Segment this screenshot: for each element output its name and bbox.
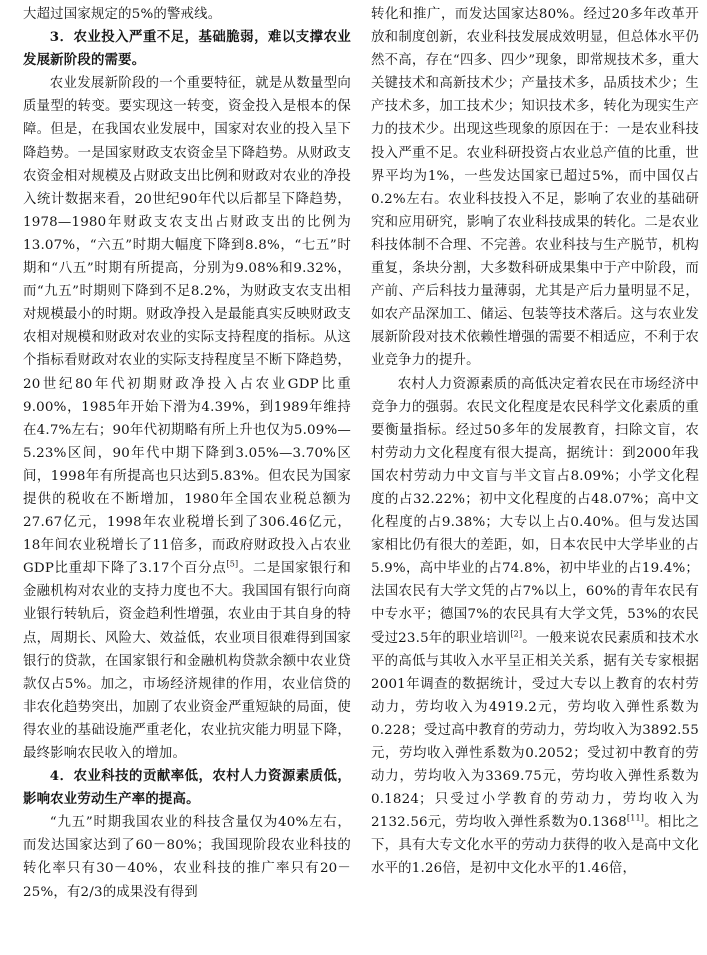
paragraph-continuation: 大超过国家规定的5%的警戒线。 xyxy=(23,7,222,22)
paragraph-text: 。二是国家银行和金融机构对农业的支持力度也不大。我国国有银行向商业银行转轨后，资金趋利性增强，农业由于其自身的特点，周期长、风险大、效益低，农业项目很难得到国家银行的贷款，在国家银行和金融机构贷款余额中农业贷款仅占5%。加之，市场经济规律的作用，农业信贷的非农化趋势突出，加剧了农业资金严重短缺的局面，使得农业的基础设施严重老化，农业抗灾能力明显下降，最终影响农民收入的增加。 xyxy=(23,561,351,761)
paragraph-text: 农村人力资源素质的高低决定着农民在市场经济中竞争力的强弱。农民文化程度是农民科学文化素质的重要衡量指标。经过50多年的发展教育，扫除文盲，农村劳动力文化程度有很大提高，据统计：到2000年我国农村劳动力中文盲与半文盲占8.09%；小学文化程度的占32.22%；初中文化程度的占48.07%；高中文化程度的占9.38%；大专以上占0.40%。但与发达国家相比仍有很大的差距，如，日本农民中大学毕业的占5.9%，高中毕业的占74.8%，初中毕业的占19.4%；法国农民有大学文凭的占7%以上，60%的青年农民有中专水平；德国7%的农民具有大学文凭，53%的农民受过23.5年的职业培训 xyxy=(371,376,699,646)
citation-ref-2: [2] xyxy=(510,629,523,639)
left-column xyxy=(23,3,351,949)
section-heading-4: 4．农业科技的贡献率低，农村人力资源素质低，影响农业劳动生产率的提高。 xyxy=(23,768,351,808)
right-column xyxy=(371,3,699,949)
paragraph-text: 农业发展新阶段的一个重要特征，就是从数量型向质量型的转变。要实现这一转变，资金投入是根本的保障。但是，在我国农业发展中，国家对农业的投入呈下降趋势。一是国家财政支农资金呈下降趋势。从财政支农资金相对规模及占财政支出比例和财政对农业的净投入统计数据来看，20世纪90年代以后都呈下降趋势，1978—1980年财政支农支出占财政支出的比例为13.07%，“六五”时期大幅度下降到8.8%，“七五”时期和“八五”时期有所提高，分别为9.08%和9.32%，而“九五”时期则下降到不足8.2%，为财政支农支出相对规模最小的时期。财政净投入是最能真实反映财政支农相对规模和财政对农业的实际支持程度的指标。从这个指标看财政对农业的实际支持程度呈不断下降趋势，20世纪80年代初期财政净投入占农业GDP比重9.00%，1985年开始下滑为4.39%，到1989年维持在4.7%左右；90年代初期略有所上升也仅为5.09%—5.23%区间，90年代中期下降到3.05%—3.70%区间，1998年有所提高也只达到5.83%。但农民为国家提供的税收在不断增加，1980年全国农业税总额为27.67亿元，1998年农业税增长到了306.46亿元，18年间农业税增长了11倍多，而政府财政投入占农业GDP比重却下降了3.17个百分点 xyxy=(23,76,351,577)
paragraph-tech-contribution: “九五”时期我国农业的科技含量仅为40%左右，而发达国家达到了60－80%；我国现阶段农业科技的转化率只有30－40%，农业科技的推广率只有20－25%，有2/3的成果没有得到 xyxy=(23,815,351,900)
section-heading-3: 3．农业投入严重不足，基础脆弱，难以支撑农业发展新阶段的需要。 xyxy=(23,29,351,69)
citation-ref-5: [5] xyxy=(226,559,239,569)
paragraph-human-resources xyxy=(371,373,699,881)
citation-ref-11: [11] xyxy=(626,813,645,823)
paragraph-agri-investment xyxy=(23,72,351,765)
paragraph-text: 。一般来说农民素质和技术水平的高低与其收入水平呈正相关关系，据有关专家根据2001年调查的数据统计，受过大专以上教育的农村劳动力，劳均收入为4919.2元，劳均收入弹性系数为0.228；受过高中教育的劳动力，劳均收入为3892.55元，劳均收入弹性系数为0.2052；受过初中教育的劳动力，劳均收入为3369.75元，劳均收入弹性系数为0.1824；只受过小学教育的劳动力，劳均收入为2132.56元，劳均收入弹性系数为0.1368 xyxy=(371,630,699,831)
paragraph-tech-continuation: 转化和推广，而发达国家达80%。经过20多年改革开放和制度创新，农业科技发展成效明显，但总体水平仍然不高，存在“四多、四少”现象，即常规技术多，重大关键技术和高新技术少；产量技术多，品质技术少；生产技术多，加工技术少；知识技术多，转化为现实生产力的技术少。出现这些现象的原因在于：一是农业科技投入严重不足。农业科研投资占农业总产值的比重，世界平均为1%，一些发达国家已超过5%，而中国仅占0.2%左右。农业科技投入不足，影响了农业的基础研究和应用研究，影响了农业科技成果的转化。二是农业科技体制不合理、不完善。农业科技与生产脱节，机构重复，条块分割，大多数科研成果集中于产中阶段，而产前、产后科技力量薄弱，尤其是产后力量明显不足，如农产品深加工、储运、包装等技术落后。这与农业发展新阶段对技术依赖性增强的需要不相适应，不利于农业竞争力的提升。 xyxy=(371,7,699,369)
paragraph-text: 。相比之下，具有大专文化水平的劳动力获得的收入是高中文化水平的1.26倍，是初中文化水平的1.46倍， xyxy=(371,815,699,877)
